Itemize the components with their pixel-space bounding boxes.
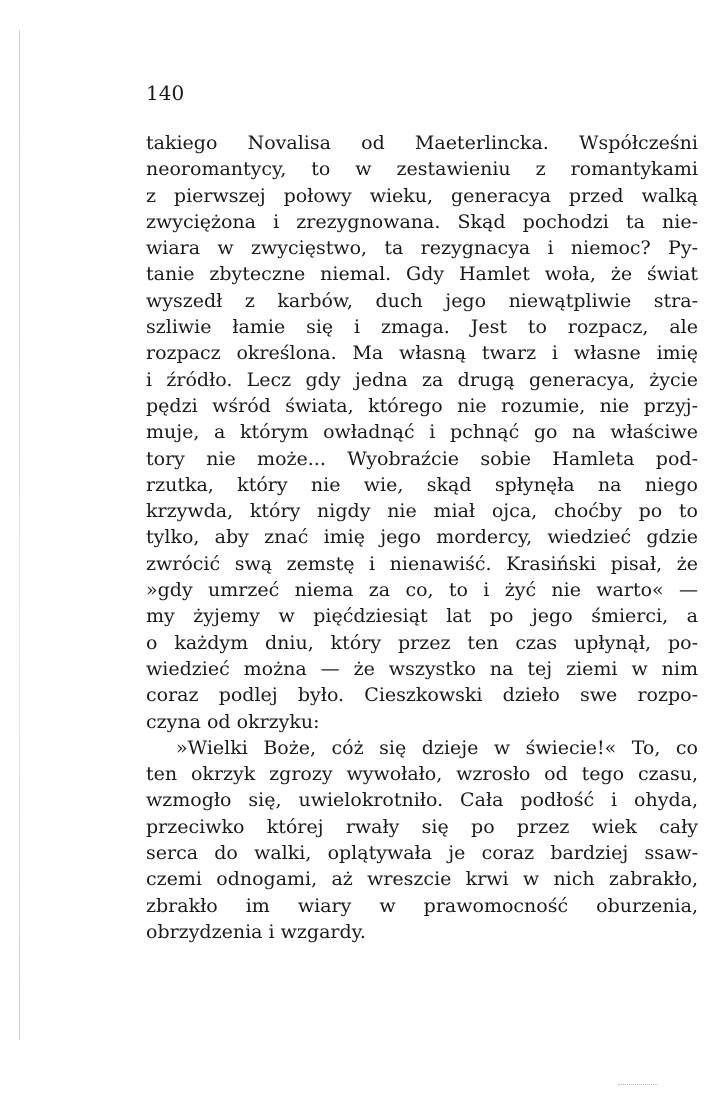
text-line: szliwie łamie się i zmaga. Jest to rozpacz, ale [146, 316, 698, 339]
text-line: zwrócić swą zemstę i nienawiść. Krasiński pisał, że [146, 552, 698, 575]
text-line: o każdym dniu, który przez ten czas upłynął, po- [146, 631, 698, 654]
text-line: wiara w zwycięstwo, ta rezygnacya i niemoc? Py- [146, 237, 698, 260]
text-line: rzutka, który nie wie, skąd spłynęła na niego [146, 473, 698, 496]
text-line: muje, a którym owładnąć i pchnąć go na właściwe [146, 421, 698, 444]
text-line: rozpacz określona. Ma własną twarz i własne imię [146, 342, 698, 365]
text-line: tory nie może... Wyobraźcie sobie Hamleta pod- [146, 447, 698, 470]
text-line: czemi odnogami, aż wreszcie krwi w nich zabrakło, [146, 868, 698, 891]
text-line: krzywda, który nigdy nie miał ojca, choćby po to [146, 500, 698, 523]
scan-speck [618, 1084, 658, 1087]
text-line: przeciwko której rwały się po przez wiek cały [146, 815, 698, 838]
text-line: obrzydzenia i wzgardy. [146, 920, 366, 943]
text-line: wzmogło się, uwielokrotniło. Cała podłość i ohyda, [146, 789, 698, 812]
text-line: »Wielki Boże, cóż się dzieje w świecie!« To, co [176, 736, 698, 759]
text-line: czyna od okrzyku: [146, 710, 320, 733]
text-line: z pierwszej połowy wieku, generacya przed walką [146, 184, 698, 207]
text-line: ten okrzyk zgrozy wywołało, wzrosło od tego czasu, [146, 763, 698, 786]
text-line: »gdy umrzeć niema za co, to i żyć nie warto« — [146, 579, 698, 602]
text-line: takiego Novalisa od Maeterlincka. Współcześni [146, 132, 698, 154]
body-text [146, 130, 698, 945]
text-line: coraz podlej było. Cieszkowski dzieło swe rozpo- [146, 684, 698, 707]
text-line: zwyciężona i zrezygnowana. Skąd pochodzi ta nie- [146, 210, 698, 233]
text-line: i źródło. Lecz gdy jedna za drugą generacya, życie [146, 368, 698, 391]
text-line: tylko, aby znać imię jego mordercy, wiedzieć gdzie [146, 526, 698, 549]
text-line: pędzi wśród świata, którego nie rozumie, nie przyj- [146, 394, 698, 417]
text-line: serca do walki, oplątywała je coraz bardziej ssaw- [146, 842, 698, 865]
text-line: wiedzieć można — że wszystko na tej ziemi w nim [146, 657, 698, 680]
text-line: neoromantycy, to w zestawieniu z romantykami [146, 158, 698, 181]
page-number: 140 [146, 81, 185, 105]
text-line: my żyjemy w pięćdziesiąt lat po jego śmierci, a [146, 605, 698, 628]
text-line: zbrakło im wiary w prawomocność oburzenia, [146, 894, 698, 917]
page-gutter-edge [19, 30, 20, 1040]
text-line: tanie zbyteczne niemal. Gdy Hamlet woła, że świat [146, 263, 698, 286]
text-line: wyszedł z karbów, duch jego niewątpliwie stra- [146, 289, 698, 312]
